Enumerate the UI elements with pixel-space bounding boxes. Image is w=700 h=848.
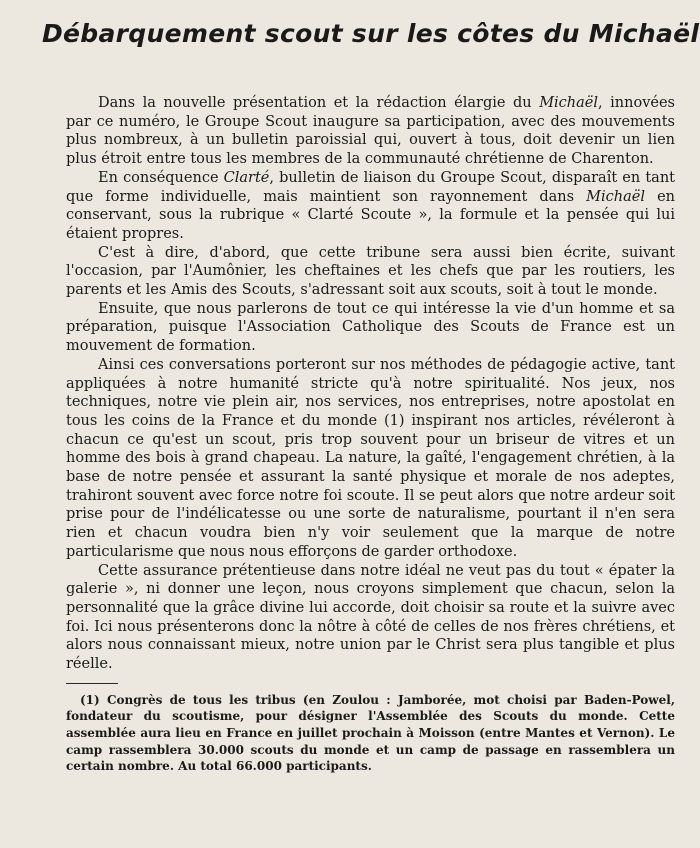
paragraph-2-text-e: en conservant, sous la rubrique « Clarté Scoute », la formule et la pensée qui lui étaient propres. bbox=[66, 188, 675, 242]
paragraph-6: Cette assurance prétentieuse dans notre idéal ne veut pas du tout « épater la galerie », ni donner une leçon, nous croyons simplement que chacun, selon la personnalité que la grâce divine lui accorde, doit choisir sa route et la suivre avec foi. Ici nous présenterons donc la nôtre à côté de celles de nos frères chrétiens, et alors nous connaissant mieux, notre union par le Christ sera plus tangible et plus réelle. bbox=[66, 562, 675, 673]
article-body bbox=[66, 94, 675, 674]
footnote-divider bbox=[66, 683, 118, 684]
paragraph-2-text-a: En conséquence bbox=[98, 169, 224, 186]
paragraph-2 bbox=[66, 169, 675, 244]
paragraph-1-text-a: Dans la nouvelle présentation et la rédaction élargie du bbox=[98, 95, 540, 111]
article-title: Débarquement scout sur les côtes du Michaël bbox=[42, 19, 700, 48]
michael-italic-1: Michaël bbox=[539, 95, 598, 111]
paragraph-4: Ensuite, que nous parlerons de tout ce qui intéresse la vie d'un homme et sa préparation, puisque l'Association Catholique des Scouts de France est un mouvement de formation. bbox=[66, 300, 675, 355]
paragraph-1-text-c: , innovées par ce numéro, le Groupe Scout inaugure sa participation, avec des mouvements plus nombreux, à un bulletin paroissial qui, ouvert à tous, doit devenir un lien plus étroit entre tous les membres de la communauté chrétienne de Charenton. bbox=[66, 95, 675, 168]
paragraph-1 bbox=[66, 94, 675, 169]
clarte-italic: Clarté bbox=[223, 169, 270, 186]
michael-italic-2: Michaël bbox=[586, 188, 645, 205]
paragraph-2-text-c: , bulletin de liaison du Groupe Scout, disparaît en tant que forme individuelle, mais maintient son rayonnement dans bbox=[66, 169, 675, 205]
paragraph-5: Ainsi ces conversations porteront sur nos méthodes de pédagogie active, tant appliquées à notre humanité stricte qu'à notre spiritualité. Nos jeux, nos techniques, notre vie plein air, nos services, nos entreprises, notre apostolat en tous les coins de la France et du monde (1) inspirant nos articles, révéleront à chacun ce qu'est un scout, pris trop souvent pour un briseur de vitres et un homme des bois à grand chapeau. La nature, la gaîté, l'engagement chrétien, à la base de notre pensée et assurant la santé physique et morale de nos adeptes, trahiront souvent avec force notre foi scoute. Il se peut alors que notre ardeur soit prise pour de l'indélicatesse ou une sorte de naturalisme, pourtant il n'en sera rien et chacun voudra bien n'y voir seulement que la marque de notre particularisme que nous nous efforçons de garder orthodoxe. bbox=[66, 356, 675, 560]
paragraph-3: C'est à dire, d'abord, que cette tribune sera aussi bien écrite, suivant l'occasion, par l'Aumônier, les cheftaines et les chefs que par les routiers, les parents et les Amis des Scouts, s'adressant soit aux scouts, soit à tout le monde. bbox=[66, 244, 675, 299]
footnote: (1) Congrès de tous les tribus (en Zoulou : Jamborée, mot choisi par Baden-Powel, fondateur du scoutisme, pour désigner l'Assemblée des Scouts du monde. Cette assemblée aura lieu en France en juillet prochain à Moisson (entre Mantes et Vernon). Le camp rassemblera 30.000 scouts du monde et un camp de passage en rassemblera un certain nombre. Au total 66.000 participants. bbox=[66, 692, 675, 774]
